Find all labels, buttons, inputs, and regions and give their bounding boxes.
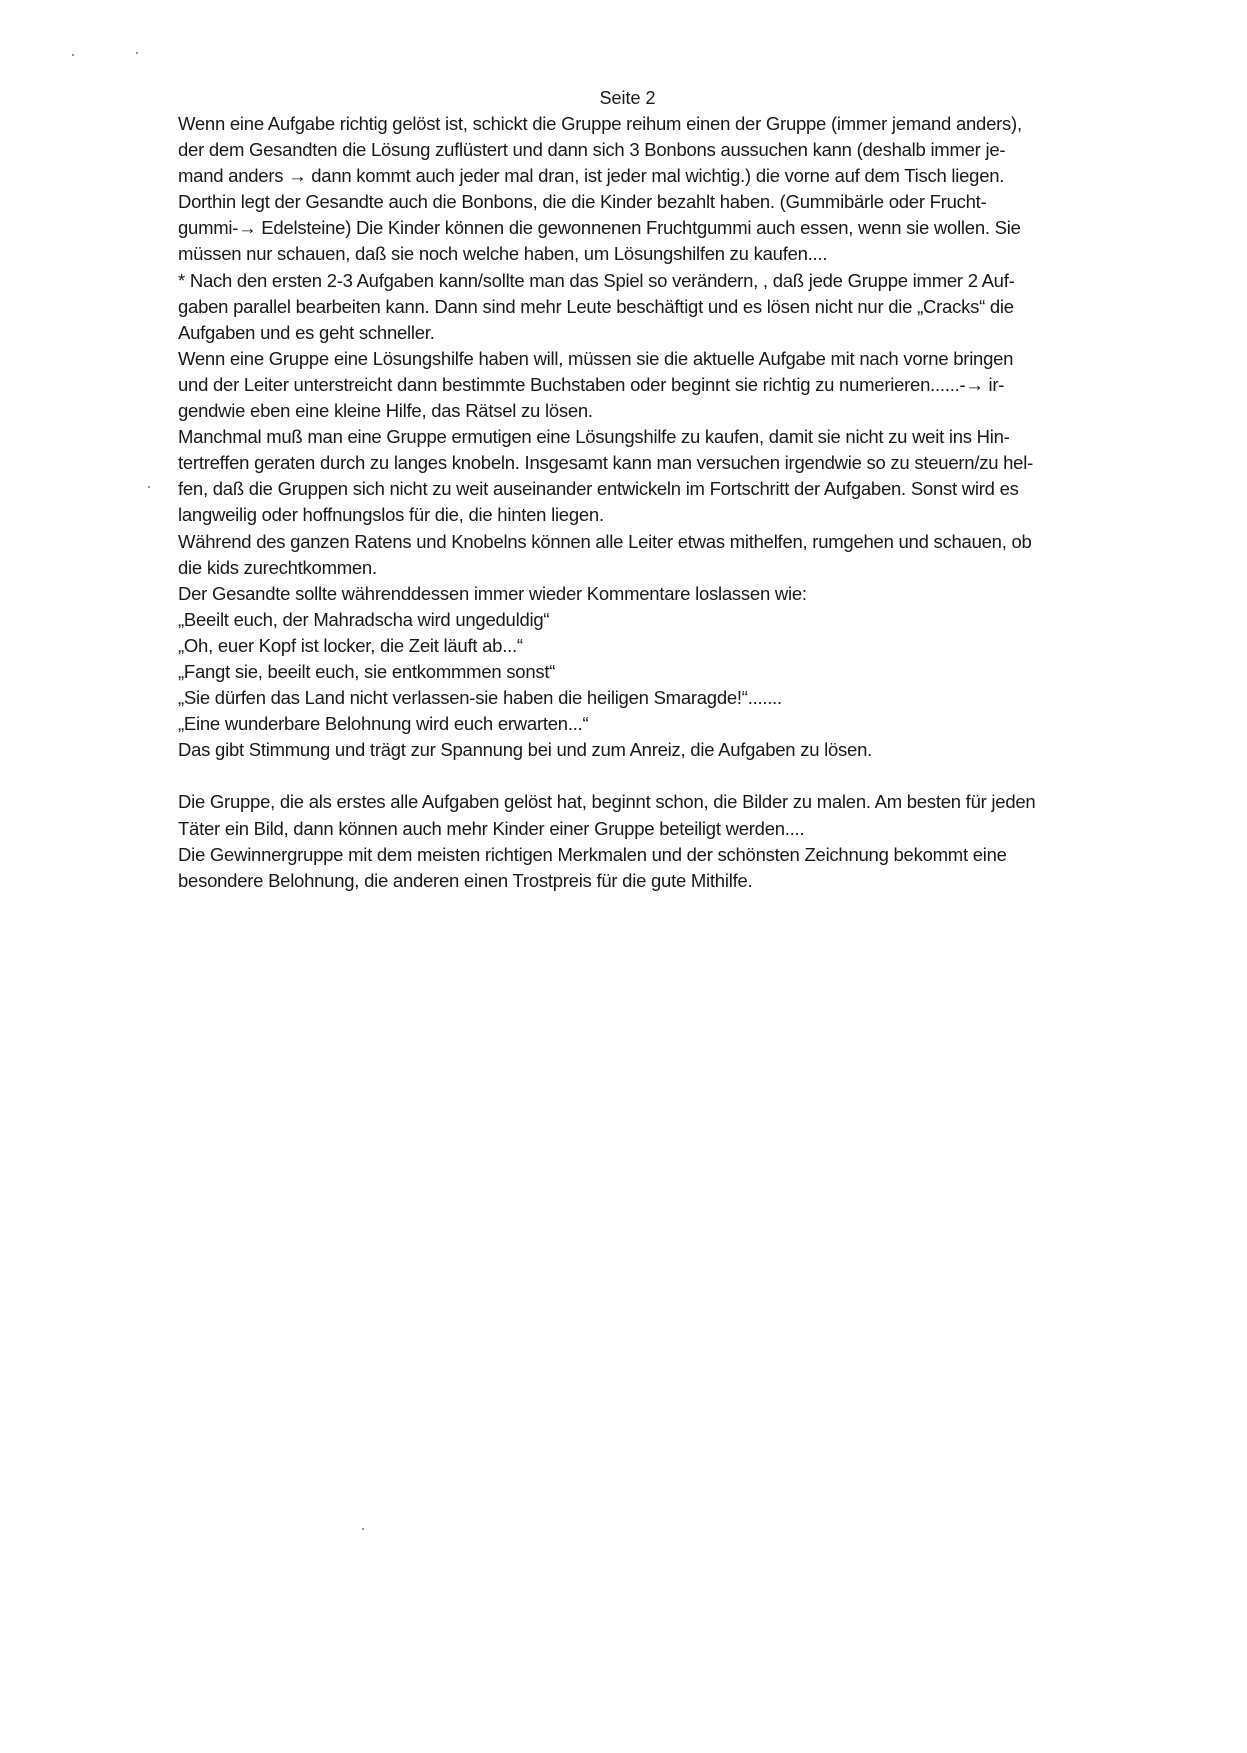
- scan-speck: [136, 52, 138, 54]
- text-line: Dorthin legt der Gesandte auch die Bonbons, die die Kinder bezahlt haben. (Gummibärle oder Frucht-: [178, 191, 987, 213]
- text-line: der dem Gesandten die Lösung zuflüstert und dann sich 3 Bonbons aussuchen kann (deshalb immer je-: [178, 139, 1006, 161]
- scan-speck: [72, 54, 74, 56]
- text-line: Wenn eine Aufgabe richtig gelöst ist, schickt die Gruppe reihum einen der Gruppe (immer jemand anders),: [178, 113, 1022, 134]
- text-line: und der Leiter unterstreicht dann bestimmte Buchstaben oder beginnt sie richtig zu numerieren......-→ ir-: [178, 373, 1005, 395]
- text-line: besondere Belohnung, die anderen einen Trostpreis für die gute Mithilfe.: [178, 869, 753, 891]
- paragraph-1: [178, 111, 1138, 763]
- text-line: Die Gruppe, die als erstes alle Aufgaben gelöst hat, beginnt schon, die Bilder zu malen. Am besten für jeden: [178, 791, 1036, 813]
- text-line: Wenn eine Gruppe eine Lösungshilfe haben will, müssen sie die aktuelle Aufgabe mit nach vorne bringen: [178, 347, 1014, 369]
- text-line: „Eine wunderbare Belohnung wird euch erwarten...“: [178, 713, 589, 735]
- text-line: langweilig oder hoffnungslos für die, die hinten liegen.: [178, 504, 604, 526]
- text-line: „Oh, euer Kopf ist locker, die Zeit läuft ab...“: [178, 634, 523, 656]
- text-line: die kids zurechtkommen.: [178, 556, 377, 578]
- text-line: gummi-→ Edelsteine) Die Kinder können die gewonnenen Fruchtgummi auch essen, wenn sie wollen. Sie: [178, 217, 1021, 239]
- text-line: Manchmal muß man eine Gruppe ermutigen eine Lösungshilfe zu kaufen, damit sie nicht zu weit ins Hin-: [178, 426, 1010, 448]
- text-line: Das gibt Stimmung und trägt zur Spannung bei und zum Anreiz, die Aufgaben zu lösen.: [178, 739, 873, 761]
- text-line: Aufgaben und es geht schneller.: [178, 321, 435, 343]
- text-line: fen, daß die Gruppen sich nicht zu weit auseinander entwickeln im Fortschritt der Aufgaben. Sonst wird es: [178, 478, 1019, 500]
- text-line: „Sie dürfen das Land nicht verlassen-sie haben die heiligen Smaragde!“.......: [178, 687, 782, 709]
- text-line: Die Gewinnergruppe mit dem meisten richtigen Merkmalen und der schönsten Zeichnung bekommt eine: [178, 843, 1007, 865]
- text-line: tertreffen geraten durch zu langes knobeln. Insgesamt kann man versuchen irgendwie so zu steuern/zu hel-: [178, 452, 1033, 474]
- text-line: Der Gesandte sollte währenddessen immer wieder Kommentare loslassen wie:: [178, 582, 807, 604]
- text-line: Täter ein Bild, dann können auch mehr Kinder einer Gruppe beteiligt werden....: [178, 817, 805, 839]
- scan-speck: [148, 486, 150, 488]
- paragraph-2: [178, 789, 1138, 893]
- text-line: mand anders → dann kommt auch jeder mal dran, ist jeder mal wichtig.) die vorne auf dem Tisch liegen.: [178, 165, 1005, 187]
- text-line: gendwie eben eine kleine Hilfe, das Rätsel zu lösen.: [178, 400, 593, 422]
- document-body: [178, 111, 1138, 894]
- paragraph-gap: [178, 763, 1138, 789]
- text-line: müssen nur schauen, daß sie noch welche haben, um Lösungshilfen zu kaufen....: [178, 243, 828, 265]
- text-line: Während des ganzen Ratens und Knobelns können alle Leiter etwas mithelfen, rumgehen und schauen, ob: [178, 530, 1032, 552]
- scan-speck: [362, 1528, 364, 1530]
- text-line: „Beeilt euch, der Mahradscha wird ungeduldig“: [178, 608, 550, 630]
- text-line: * Nach den ersten 2-3 Aufgaben kann/sollte man das Spiel so verändern, , daß jede Gruppe immer 2 Auf-: [178, 269, 1015, 291]
- page-number: Seite 2: [599, 88, 656, 108]
- text-line: „Fangt sie, beeilt euch, sie entkommmen sonst“: [178, 660, 556, 682]
- text-line: gaben parallel bearbeiten kann. Dann sind mehr Leute beschäftigt und es lösen nicht nur die „Cracks“ die: [178, 295, 1014, 317]
